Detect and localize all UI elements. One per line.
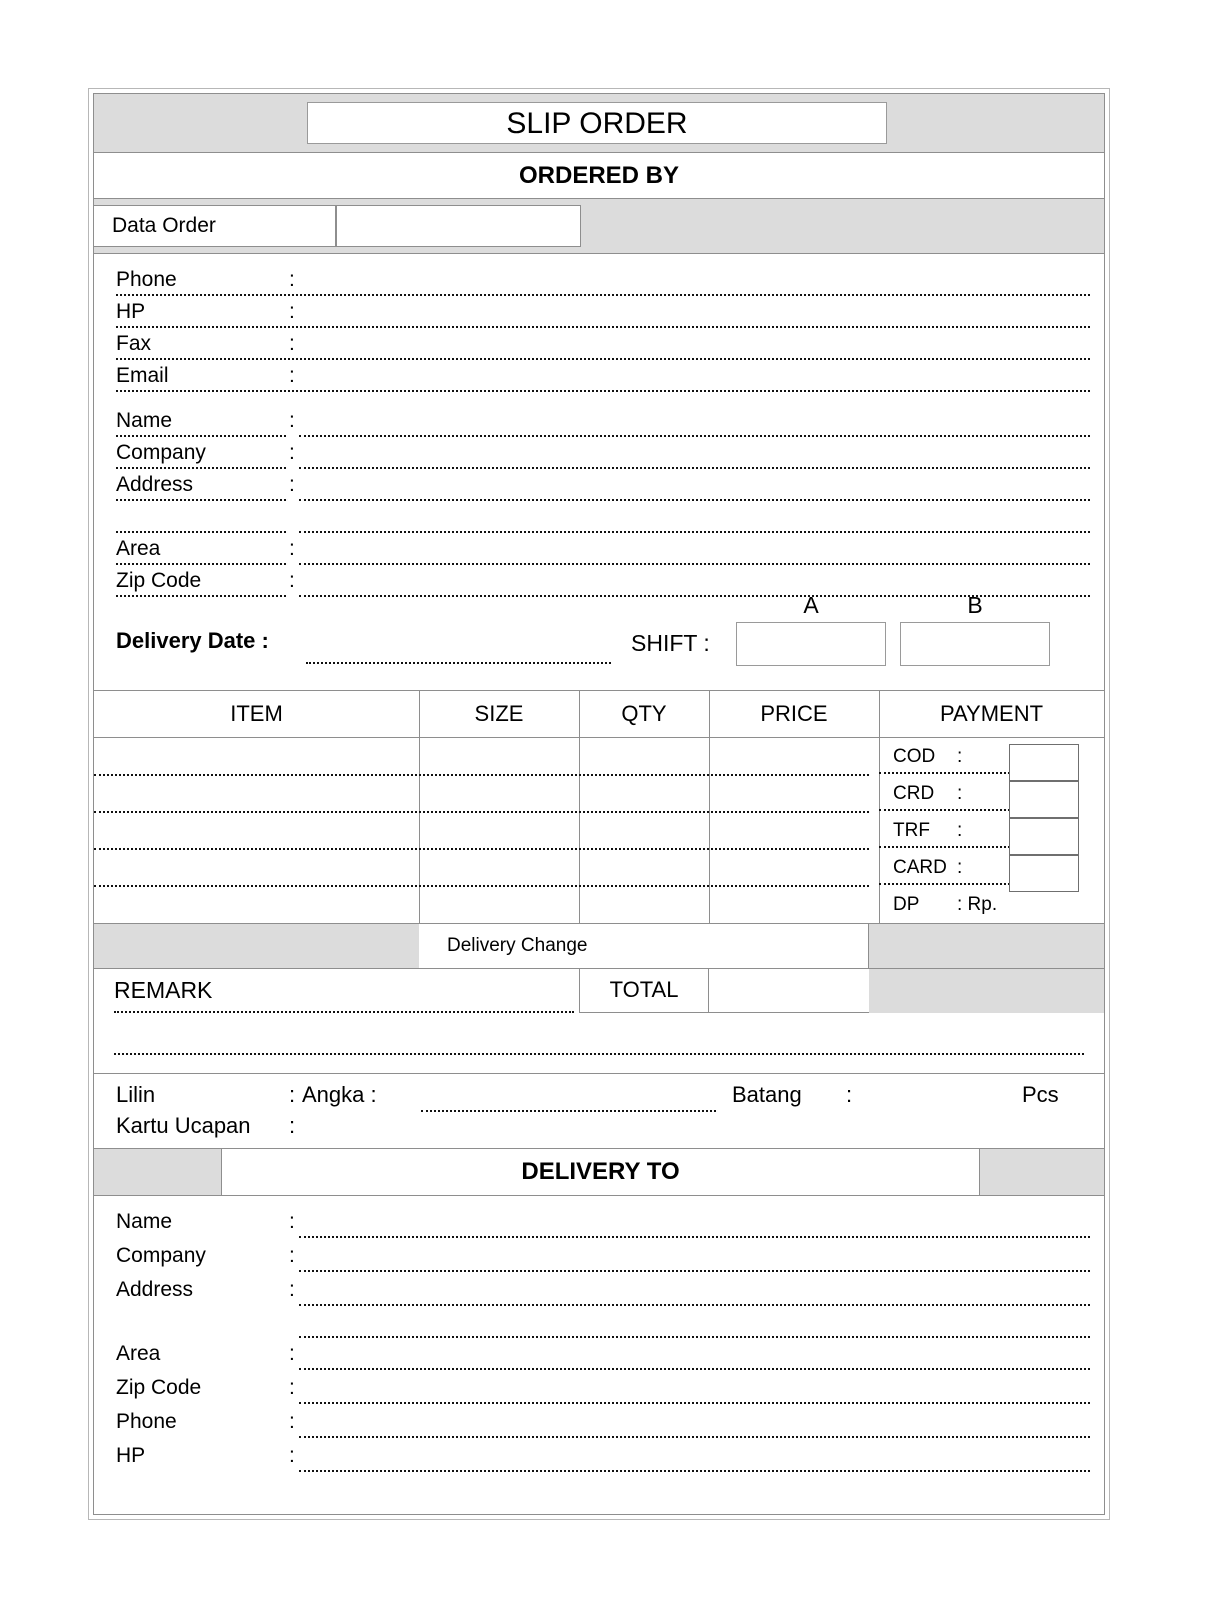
remark-input-2[interactable] bbox=[114, 1053, 1084, 1055]
column-header-payment: PAYMENT bbox=[939, 701, 1044, 726]
field-company-label-line bbox=[116, 467, 286, 469]
remark-label: REMARK bbox=[114, 977, 213, 1003]
column-header-price: PRICE bbox=[760, 701, 828, 726]
delivery-to-heading: DELIVERY TO bbox=[521, 1158, 680, 1185]
field-company-line bbox=[299, 467, 1090, 469]
delivery-field-hp-line bbox=[299, 1470, 1090, 1472]
payment-card-label: CARD bbox=[893, 857, 947, 878]
field-area-colon: : bbox=[289, 537, 295, 560]
field-area-label: Area bbox=[116, 537, 161, 560]
delivery-date-label: Delivery Date : bbox=[116, 628, 269, 653]
payment-subtable bbox=[879, 738, 1104, 923]
payment-trf-label: TRF bbox=[893, 820, 930, 841]
delivery-to-banner bbox=[94, 1149, 1104, 1196]
field-fax-line bbox=[116, 358, 1090, 360]
items-table bbox=[94, 691, 1104, 924]
items-table-header bbox=[94, 691, 1104, 738]
field-address-continuation-label-line bbox=[116, 531, 286, 533]
payment-trf-colon: : bbox=[957, 820, 963, 841]
field-phone-line bbox=[116, 294, 1090, 296]
field-name-line bbox=[299, 435, 1090, 437]
remark-row bbox=[94, 969, 1104, 1074]
delivery-change-right-spacer bbox=[869, 924, 1104, 968]
data-order-input[interactable] bbox=[336, 205, 581, 247]
delivery-change-spacer bbox=[94, 924, 420, 968]
shift-label: SHIFT : bbox=[631, 630, 710, 656]
payment-dp-colon: : Rp. bbox=[957, 894, 998, 915]
payment-crd-colon: : bbox=[957, 783, 963, 804]
payment-crd-line bbox=[879, 809, 1026, 811]
delivery-field-area-line bbox=[299, 1368, 1090, 1370]
field-hp-colon: : bbox=[289, 300, 295, 323]
field-address-label: Address bbox=[116, 473, 194, 496]
items-table-body bbox=[94, 738, 1104, 923]
payment-cod-line bbox=[879, 772, 1026, 774]
field-hp-line bbox=[116, 326, 1090, 328]
field-phone-colon: : bbox=[289, 268, 295, 291]
angka-label: Angka : bbox=[302, 1082, 377, 1107]
delivery-field-hp-label: HP bbox=[116, 1444, 146, 1467]
delivery-field-company-line bbox=[299, 1270, 1090, 1272]
remark-right-spacer bbox=[869, 969, 1104, 1013]
shift-b-box[interactable] bbox=[900, 622, 1050, 666]
delivery-to-left-spacer bbox=[94, 1149, 222, 1195]
payment-card-value[interactable] bbox=[1009, 855, 1079, 892]
angka-input[interactable] bbox=[421, 1110, 716, 1112]
data-order-row bbox=[94, 199, 1104, 254]
delivery-field-zipcode-label: Zip Code bbox=[116, 1376, 202, 1399]
shift-a-box[interactable] bbox=[736, 622, 886, 666]
delivery-field-address-continuation-line bbox=[299, 1336, 1090, 1338]
delivery-field-address-colon: : bbox=[289, 1278, 295, 1301]
kartu-ucapan-colon: : bbox=[289, 1113, 296, 1138]
delivery-field-address-label: Address bbox=[116, 1278, 194, 1301]
delivery-to-right-spacer bbox=[979, 1149, 1104, 1195]
extras-row bbox=[94, 1074, 1104, 1149]
payment-cod-value[interactable] bbox=[1009, 744, 1079, 781]
field-address-label-line bbox=[116, 499, 286, 501]
item-row-line-4 bbox=[94, 885, 869, 887]
field-name-label-line bbox=[116, 435, 286, 437]
lilin-colon: : bbox=[289, 1082, 296, 1107]
total-label: TOTAL bbox=[579, 969, 709, 1013]
column-header-qty: QTY bbox=[621, 701, 667, 726]
ordered-by-heading: ORDERED BY bbox=[94, 153, 1104, 199]
payment-cod-colon: : bbox=[957, 746, 963, 767]
field-address-continuation-line bbox=[299, 531, 1090, 533]
payment-card-colon: : bbox=[957, 857, 963, 878]
remark-input[interactable] bbox=[114, 1011, 574, 1013]
field-area-line bbox=[299, 563, 1090, 565]
delivery-date-row bbox=[94, 584, 1104, 674]
delivery-field-phone-label: Phone bbox=[116, 1410, 177, 1433]
item-row-line-1 bbox=[94, 774, 869, 776]
field-email-colon: : bbox=[289, 364, 295, 387]
delivery-date-input[interactable] bbox=[306, 662, 611, 664]
field-company-colon: : bbox=[289, 441, 295, 464]
field-name-label: Name bbox=[116, 409, 173, 432]
page-title: SLIP ORDER bbox=[307, 102, 887, 144]
delivery-field-name-line bbox=[299, 1236, 1090, 1238]
field-hp-label: HP bbox=[116, 300, 146, 323]
delivery-field-zipcode-line bbox=[299, 1402, 1090, 1404]
field-address-colon: : bbox=[289, 473, 295, 496]
field-company-label: Company bbox=[116, 441, 206, 464]
payment-crd-value[interactable] bbox=[1009, 781, 1079, 818]
field-area-label-line bbox=[116, 563, 286, 565]
field-fax-colon: : bbox=[289, 332, 295, 355]
pcs-label: Pcs bbox=[1022, 1082, 1059, 1107]
delivery-field-zipcode-colon: : bbox=[289, 1376, 295, 1399]
column-header-item: ITEM bbox=[230, 701, 283, 726]
payment-dp-label: DP bbox=[893, 894, 920, 915]
column-header-size: SIZE bbox=[474, 701, 524, 726]
order-slip-page bbox=[88, 88, 1110, 1520]
delivery-field-phone-colon: : bbox=[289, 1410, 295, 1433]
payment-trf-value[interactable] bbox=[1009, 818, 1079, 855]
delivery-field-hp-colon: : bbox=[289, 1444, 295, 1467]
data-order-label: Data Order bbox=[94, 205, 336, 247]
delivery-field-company-colon: : bbox=[289, 1244, 295, 1267]
field-fax-label: Fax bbox=[116, 332, 152, 355]
shift-b-label: B bbox=[967, 592, 983, 618]
delivery-field-name-label: Name bbox=[116, 1210, 173, 1233]
payment-card-line bbox=[879, 883, 1026, 885]
payment-cod-label: COD bbox=[893, 746, 936, 767]
title-bar bbox=[94, 94, 1104, 153]
kartu-ucapan-label: Kartu Ucapan bbox=[116, 1113, 251, 1138]
total-value[interactable] bbox=[709, 969, 879, 1013]
delivery-field-address-line bbox=[299, 1304, 1090, 1306]
field-zipcode-label: Zip Code bbox=[116, 569, 202, 592]
field-address-line bbox=[299, 499, 1090, 501]
delivery-field-name-colon: : bbox=[289, 1210, 295, 1233]
field-name-colon: : bbox=[289, 409, 295, 432]
payment-trf-line bbox=[879, 846, 1026, 848]
order-slip-sheet bbox=[93, 93, 1105, 1515]
item-row-line-3 bbox=[94, 848, 869, 850]
field-email-label: Email bbox=[116, 364, 169, 387]
ordered-by-contact-block bbox=[94, 254, 1104, 691]
delivery-change-row bbox=[94, 924, 1104, 969]
field-email-line bbox=[116, 390, 1090, 392]
field-zipcode-colon: : bbox=[289, 569, 295, 592]
delivery-field-area-colon: : bbox=[289, 1342, 295, 1365]
delivery-field-phone-line bbox=[299, 1436, 1090, 1438]
delivery-to-contact-block bbox=[94, 1196, 1104, 1496]
delivery-field-company-label: Company bbox=[116, 1244, 206, 1267]
item-row-line-2 bbox=[94, 811, 869, 813]
payment-crd-label: CRD bbox=[893, 783, 935, 804]
delivery-change-cell[interactable]: Delivery Change bbox=[419, 924, 869, 968]
batang-label: Batang bbox=[732, 1082, 802, 1107]
field-phone-label: Phone bbox=[116, 268, 177, 291]
lilin-label: Lilin bbox=[116, 1082, 156, 1107]
shift-a-label: A bbox=[803, 592, 819, 618]
batang-colon: : bbox=[846, 1082, 853, 1107]
delivery-field-area-label: Area bbox=[116, 1342, 161, 1365]
